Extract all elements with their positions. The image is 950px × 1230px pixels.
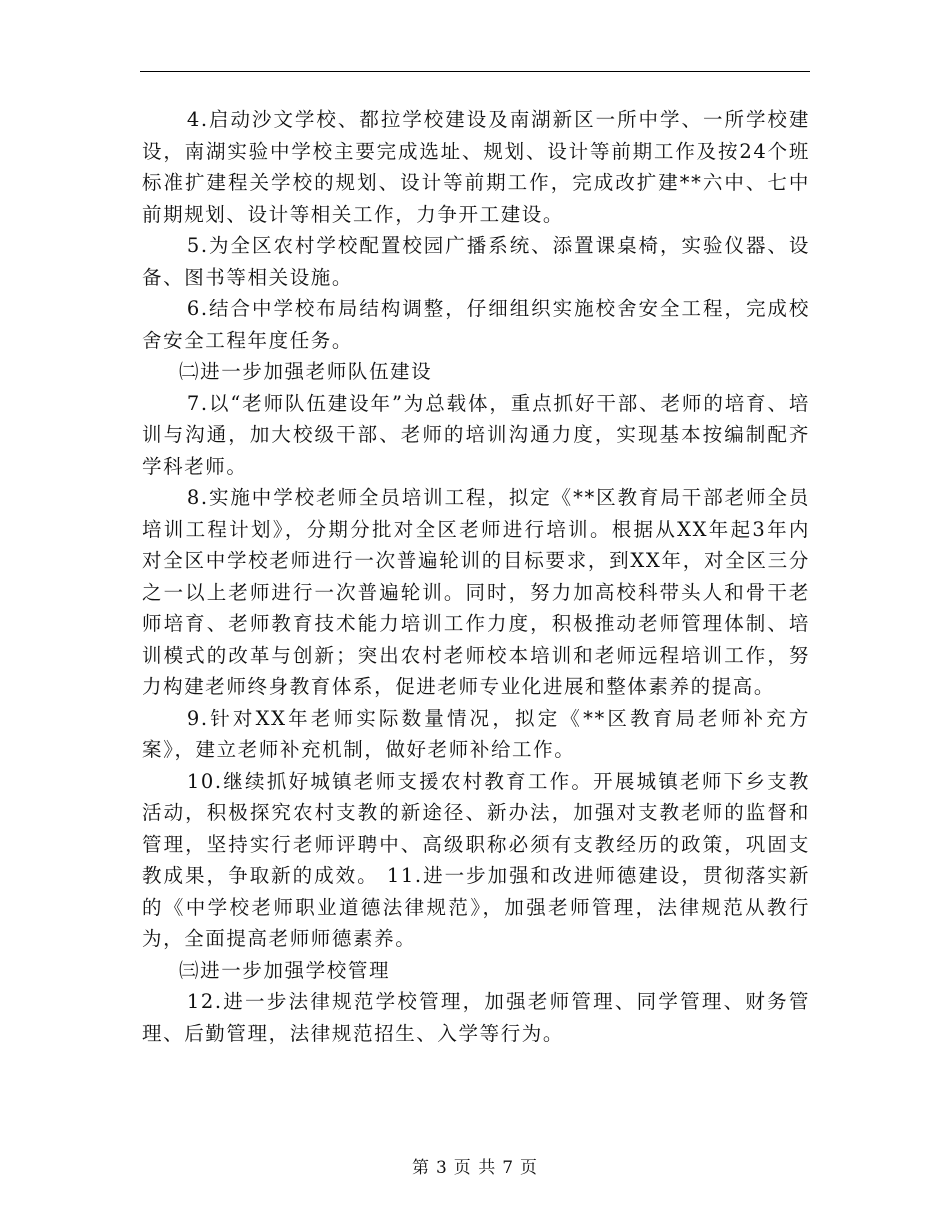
footer-suffix: 页	[520, 1158, 539, 1178]
list-item-paragraph: 4.启动沙文学校、都拉学校建设及南湖新区一所中学、一所学校建设，南湖实验中学校主要完成选址、规划、设计等前期工作及按24个班标准扩建程关学校的规划、设计等前期工作，完成改扩建**六中、七中前期规划、设计等相关工作，力争开工建设。	[142, 108, 810, 226]
footer-prefix: 第	[411, 1158, 430, 1178]
section-heading: ㈢进一步加强学校管理	[179, 958, 391, 982]
section-heading: ㈡进一步加强老师队伍建设	[179, 360, 433, 383]
footer-total-pages: 7	[502, 1158, 515, 1178]
header-rule	[140, 71, 810, 72]
list-item-paragraph: 9.针对XX年老师实际数量情况，拟定《**区教育局老师补充方案》，建立老师补充机制，做好老师补给工作。	[142, 706, 810, 761]
list-item-paragraph: 8.实施中学校老师全员培训工程，拟定《**区教育局干部老师全员培训工程计划》，分期分批对全区老师进行培训。根据从XX年起3年内对全区中学校老师进行一次普遍轮训的目标要求，到XX年，对全区三分之一以上老师进行一次普遍轮训。同时，努力加高校科带头人和骨干老师培育、老师教育技术能力培训工作力度，积极推动老师管理体制、培训模式的改革与创新；突出农村老师校本培训和老师远程培训工作，努力构建老师终身教育体系，促进老师专业化进展和整体素养的提高。	[142, 486, 810, 698]
list-item-paragraph: 10.继续抓好城镇老师支援农村教育工作。开展城镇老师下乡支教活动，积极探究农村支教的新途径、新办法，加强对支教老师的监督和管理，坚持实行老师评聘中、高级职称必须有支教经历的政策，巩固支教成果，争取新的成效。 11.进一步加强和改进师德建设，贯彻落实新的《中学校老师职业道德法律规范》，加强老师管理，法律规范从教行为，全面提高老师师德素养。	[142, 769, 810, 950]
list-item-paragraph: 7.以“老师队伍建设年”为总载体，重点抓好干部、老师的培育、培训与沟通，加大校级干部、老师的培训沟通力度，实现基本按编制配齐学科老师。	[142, 391, 810, 478]
list-item-paragraph: 5.为全区农村学校配置校园广播系统、添置课桌椅，实验仪器、设备、图书等相关设施。	[142, 234, 810, 289]
page-footer	[0, 1153, 950, 1178]
document-body	[142, 104, 810, 1049]
list-item-paragraph: 6.结合中学校布局结构调整，仔细组织实施校舍安全工程，完成校舍安全工程年度任务。	[142, 297, 810, 352]
footer-middle: 页 共	[453, 1158, 497, 1178]
list-item-paragraph: 12.进一步法律规范学校管理，加强老师管理、同学管理、财务管理、后勤管理，法律规范招生、入学等行为。	[142, 990, 810, 1045]
footer-page-number: 3	[435, 1158, 448, 1178]
